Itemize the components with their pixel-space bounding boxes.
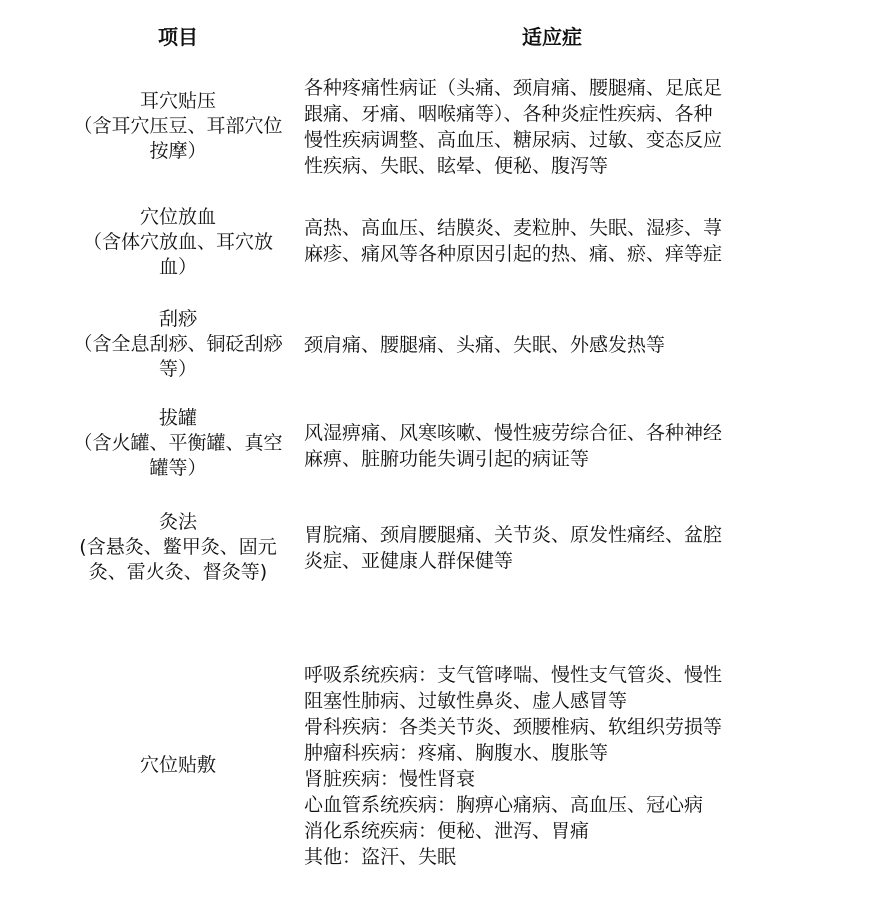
- indication-line: 炎症、亚健康人群保健等: [304, 550, 514, 572]
- indication-line: 胃脘痛、颈肩腰腿痛、关节炎、原发性痛经、盆腔: [304, 524, 723, 546]
- header-indication: 适应症: [522, 25, 582, 49]
- indication-line: 跟痛、牙痛、咽喉痛等）、各种炎症性疾病、各种: [304, 103, 713, 125]
- item-line: 穴位放血: [139, 206, 216, 228]
- item-cell: [58, 406, 298, 481]
- indication-line: 其他：盗汗、失眠: [304, 846, 457, 868]
- indication-cell: [304, 332, 824, 358]
- item-cell: [58, 753, 298, 778]
- indication-line: 各种疼痛性病证（头痛、颈肩痛、腰腿痛、足底足: [304, 77, 723, 99]
- item-line: （含耳穴压豆、耳部穴位: [73, 115, 283, 137]
- item-line: (含悬灸、鳖甲灸、固元: [79, 536, 277, 558]
- item-line: 血）: [158, 256, 197, 278]
- item-line: 穴位贴敷: [139, 754, 216, 776]
- indication-line: 心血管系统疾病：胸痹心痛病、高血压、冠心病: [304, 794, 704, 816]
- indication-line: 骨科疾病：各类关节炎、颈腰椎病、软组织劳损等: [304, 716, 723, 738]
- indication-line: 麻疹、痛风等各种原因引起的热、痛、瘀、痒等症: [304, 243, 723, 265]
- item-line: 灸法: [158, 511, 197, 533]
- item-line: （含火罐、平衡罐、真空: [73, 432, 283, 454]
- indication-line: 消化系统疾病：便秘、泄泻、胃痛: [304, 820, 590, 842]
- indication-cell: [304, 522, 824, 574]
- item-line: 刮痧: [158, 308, 197, 330]
- item-line: 耳穴贴压: [139, 90, 216, 112]
- indication-line: 风湿痹痛、风寒咳嗽、慢性疲劳综合征、各种神经: [304, 422, 723, 444]
- indication-cell: [304, 420, 824, 472]
- header-project: 项目: [158, 25, 198, 49]
- indication-line: 慢性疾病调整、高血压、糖尿病、过敏、变态反应: [304, 129, 723, 151]
- indication-line: 颈肩痛、腰腿痛、头痛、失眠、外感发热等: [304, 334, 666, 356]
- indication-line: 呼吸系统疾病：支气管哮喘、慢性支气管炎、慢性: [304, 664, 723, 686]
- indication-line: 肿瘤科疾病：疼痛、胸腹水、腹胀等: [304, 742, 609, 764]
- item-line: 拔罐: [158, 407, 197, 429]
- item-line: 罐等）: [149, 457, 207, 479]
- indication-cell: [304, 75, 824, 179]
- item-line: （含体穴放血、耳穴放: [82, 231, 273, 253]
- indication-line: 肾脏疾病：慢性肾衰: [304, 768, 476, 790]
- item-cell: [58, 510, 298, 585]
- indication-cell: [304, 215, 824, 267]
- indication-line: 麻痹、脏腑功能失调引起的病证等: [304, 448, 590, 470]
- indication-line: 高热、高血压、结膜炎、麦粒肿、失眠、湿疹、荨: [304, 217, 723, 239]
- item-line: 等）: [158, 358, 197, 380]
- item-line: 按摩）: [149, 140, 207, 162]
- indication-cell: [304, 662, 824, 870]
- item-cell: [58, 89, 298, 164]
- indication-line: 阻塞性肺病、过敏性鼻炎、虚人感冒等: [304, 690, 628, 712]
- item-line: （含全息刮痧、铜砭刮痧: [73, 333, 283, 355]
- indication-line: 性疾病、失眠、眩晕、便秘、腹泻等: [304, 155, 609, 177]
- item-cell: [58, 205, 298, 280]
- item-line: 灸、雷火灸、督灸等): [88, 561, 268, 583]
- item-cell: [58, 307, 298, 382]
